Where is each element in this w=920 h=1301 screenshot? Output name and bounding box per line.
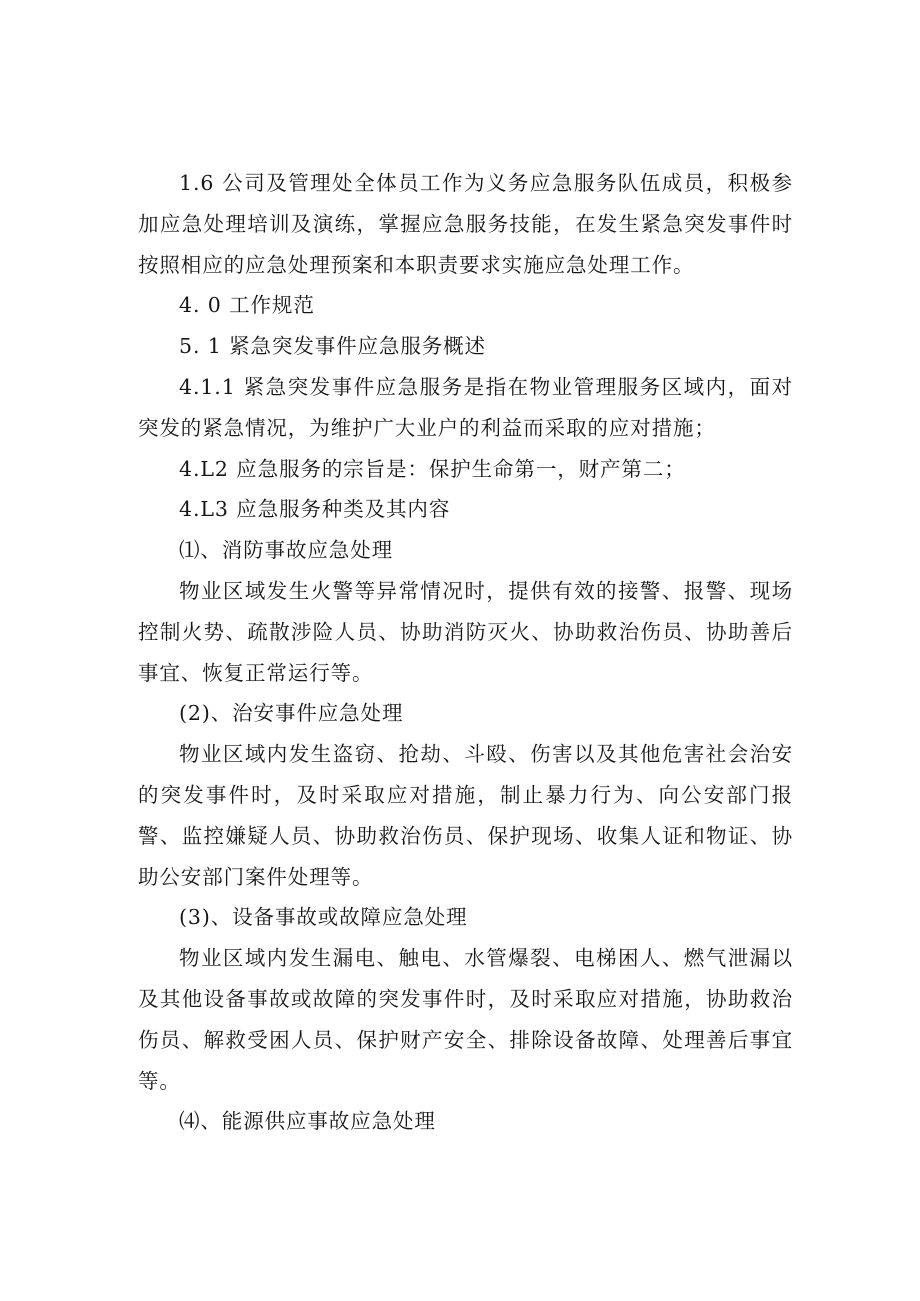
paragraph-security-incident: 物业区域内发生盗窃、抢劫、斗殴、伤害以及其他危害社会治安的突发事件时，及时采取应对措施，制止暴力行为、向公安部门报警、监控嫌疑人员、协助救治伤员、保护现场、收集人证和物证、协助公安部门案件处理等。	[138, 742, 793, 889]
document-body	[138, 163, 793, 1142]
paragraph-emergency-definition: 4.1.1 紧急突发事件应急服务是指在物业管理服务区域内，面对突发的紧急情况，为维护广大业户的利益而采取的应对措施；	[138, 374, 793, 440]
paragraph-staff-duty: 1.6 公司及管理处全体员工作为义务应急服务队伍成员，积极参加应急处理培训及演练，掌握应急服务技能，在发生紧急突发事件时按照相应的应急处理预案和本职责要求实施应急处理工作。	[138, 171, 793, 277]
heading-service-types: 4.L3 应急服务种类及其内容	[179, 497, 451, 522]
heading-equipment-fault: (3)、设备事故或故障应急处理	[179, 905, 468, 930]
heading-work-standard: 4. 0 工作规范	[179, 293, 315, 318]
heading-energy-supply: ⑷、能源供应事故应急处理	[179, 1109, 436, 1134]
heading-security-incident: (2)、治安事件应急处理	[179, 701, 404, 726]
paragraph-fire-accident: 物业区域发生火警等异常情况时，提供有效的接警、报警、现场控制火势、疏散涉险人员、协助消防灭火、协助救治伤员、协助善后事宜、恢复正常运行等。	[138, 578, 793, 685]
paragraph-equipment-fault: 物业区域内发生漏电、触电、水管爆裂、电梯困人、燃气泄漏以及其他设备事故或故障的突发事件时，及时采取应对措施，协助救治伤员、解救受困人员、保护财产安全、排除设备故障、处理善后事宜等。	[138, 946, 793, 1093]
paragraph-emergency-purpose: 4.L2 应急服务的宗旨是：保护生命第一，财产第二；	[179, 456, 686, 481]
heading-fire-accident: ⑴、消防事故应急处理	[179, 538, 393, 563]
heading-emergency-overview: 5. 1 紧急突发事件应急服务概述	[179, 334, 486, 359]
